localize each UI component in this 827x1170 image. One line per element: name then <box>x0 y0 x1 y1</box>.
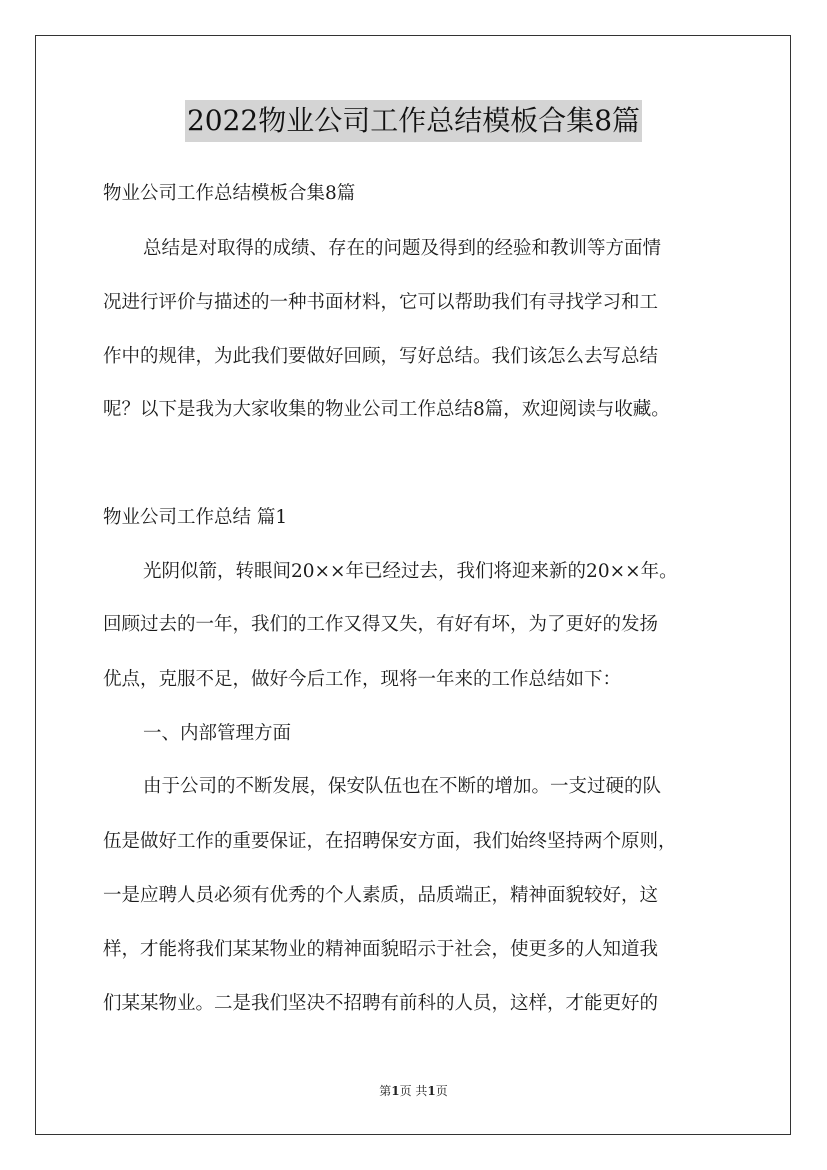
subheading: 一、内部管理方面 <box>143 723 292 744</box>
footer-page-current: 1 <box>391 1084 400 1098</box>
intro-line-2: 况进行评价与描述的一种书面材料，它可以帮助我们有寻找学习和工 <box>103 292 659 313</box>
para1-line-1: 光阴似箭，转眼间20××年已经过去，我们将迎来新的20××年。 <box>143 561 678 582</box>
para2-line-5: 们某某物业。二是我们坚决不招聘有前科的人员，这样，才能更好的 <box>103 993 659 1014</box>
para2-line-2: 伍是做好工作的重要保证，在招聘保安方面，我们始终坚持两个原则， <box>103 831 677 852</box>
para2-line-3: 一是应聘人员必须有优秀的个人素质，品质端正，精神面貌较好，这 <box>103 885 659 906</box>
intro-line-3: 作中的规律，为此我们要做好回顾，写好总结。我们该怎么去写总结 <box>103 346 659 367</box>
document-title: 2022物业公司工作总结模板合集8篇 <box>185 100 642 142</box>
title-container <box>0 100 827 142</box>
intro-line-4: 呢？以下是我为大家收集的物业公司工作总结8篇，欢迎阅读与收藏。 <box>103 399 670 420</box>
footer-page-suffix: 页 <box>435 1084 448 1098</box>
footer-page-prefix: 第 <box>379 1084 392 1098</box>
para1-line-3: 优点，克服不足，做好今后工作，现将一年来的工作总结如下： <box>103 669 622 690</box>
para1-line-2: 回顾过去的一年，我们的工作又得又失，有好有坏，为了更好的发扬 <box>103 614 659 635</box>
footer-page-mid: 页 共 <box>399 1084 428 1098</box>
para2-line-1: 由于公司的不断发展，保安队伍也在不断的增加。一支过硬的队 <box>143 776 662 797</box>
document-subtitle: 物业公司工作总结模板合集8篇 <box>103 183 356 204</box>
para2-line-4: 样，才能将我们某某物业的精神面貌昭示于社会，使更多的人知道我 <box>103 939 659 960</box>
section-heading: 物业公司工作总结 篇1 <box>103 507 288 528</box>
page-footer <box>0 1083 827 1099</box>
intro-line-1: 总结是对取得的成绩、存在的问题及得到的经验和教训等方面情 <box>143 238 662 259</box>
footer-page-total: 1 <box>427 1084 436 1098</box>
